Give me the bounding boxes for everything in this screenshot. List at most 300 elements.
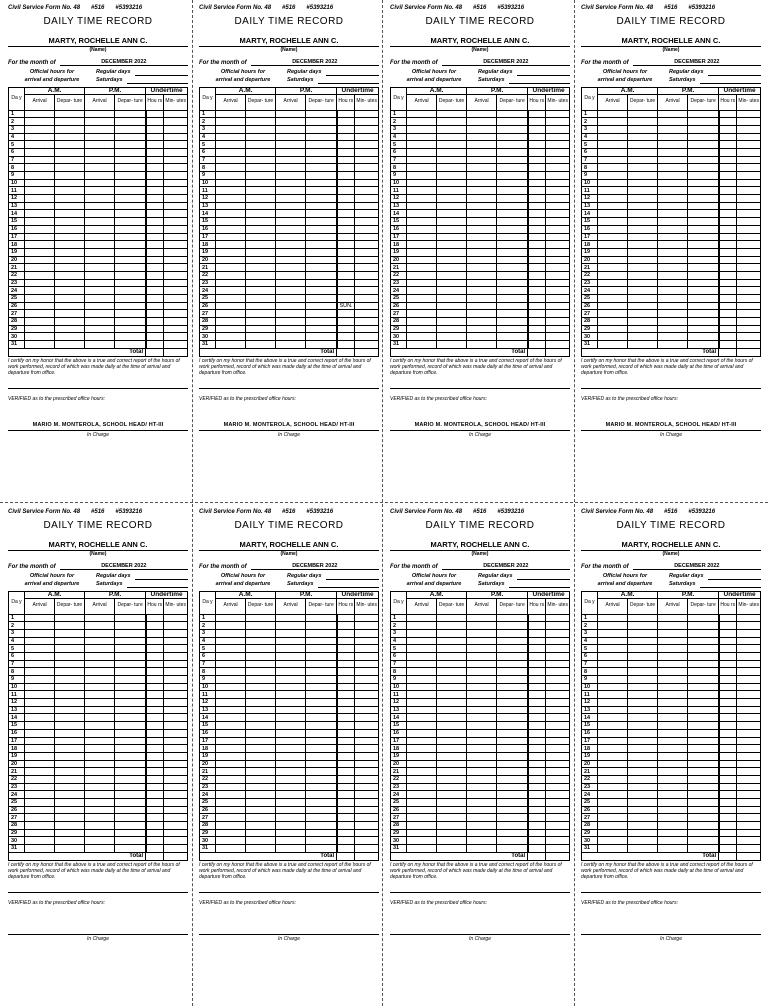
time-cell	[164, 845, 188, 853]
day-number: 5	[9, 645, 25, 653]
time-cell	[688, 714, 719, 722]
time-cell	[737, 637, 761, 645]
total-cell	[146, 852, 164, 860]
time-cell	[528, 333, 546, 341]
time-cell	[146, 225, 164, 233]
time-cell	[216, 729, 246, 737]
time-cell	[497, 302, 528, 310]
time-cell	[467, 822, 497, 830]
form-code: #516	[473, 5, 487, 11]
table-row	[9, 775, 188, 783]
table-row	[582, 118, 761, 126]
col-arrival: Arrival	[25, 598, 55, 614]
time-cell	[216, 637, 246, 645]
time-cell	[276, 676, 306, 684]
month-row	[8, 59, 188, 66]
day-number: 30	[9, 333, 25, 341]
time-cell	[55, 814, 85, 822]
time-cell	[688, 806, 719, 814]
time-cell	[598, 814, 628, 822]
time-cell	[658, 110, 688, 118]
time-cell	[546, 614, 570, 622]
time-cell	[216, 814, 246, 822]
time-cell	[115, 729, 146, 737]
time-cell	[719, 195, 737, 203]
time-cell	[719, 691, 737, 699]
day-number: 22	[200, 775, 216, 783]
time-cell	[658, 225, 688, 233]
time-cell	[658, 691, 688, 699]
time-cell	[658, 233, 688, 241]
time-cell	[546, 218, 570, 226]
form-header	[390, 5, 570, 11]
day-number: 29	[391, 325, 407, 333]
time-cell	[467, 164, 497, 172]
signature-line	[390, 934, 570, 935]
official-hours-label: Official hours for	[220, 573, 266, 579]
time-cell	[658, 187, 688, 195]
time-cell	[628, 737, 658, 745]
table-row	[9, 622, 188, 630]
table-row	[200, 822, 379, 830]
table-row	[9, 614, 188, 622]
time-cell	[216, 775, 246, 783]
time-cell	[164, 302, 188, 310]
time-cell	[164, 218, 188, 226]
dtr-card	[8, 508, 188, 1003]
time-cell	[719, 333, 737, 341]
time-cell	[737, 806, 761, 814]
time-cell	[737, 614, 761, 622]
time-cell	[25, 279, 55, 287]
time-cell	[55, 768, 85, 776]
time-cell	[337, 310, 355, 318]
col-departure: Depar- ture	[115, 94, 146, 110]
day-number: 19	[391, 248, 407, 256]
time-cell	[407, 668, 437, 676]
day-number: 19	[582, 248, 598, 256]
table-row	[200, 714, 379, 722]
time-cell	[598, 164, 628, 172]
total-cell	[737, 852, 761, 860]
time-cell	[688, 179, 719, 187]
time-cell	[407, 660, 437, 668]
time-cell	[276, 256, 306, 264]
time-cell	[55, 737, 85, 745]
time-cell	[467, 637, 497, 645]
table-row	[200, 118, 379, 126]
form-label: Civil Service Form No. 48	[390, 5, 463, 11]
time-cell	[407, 325, 437, 333]
time-cell	[25, 799, 55, 807]
time-cell	[115, 691, 146, 699]
table-row	[582, 845, 761, 853]
time-cell	[737, 118, 761, 126]
time-cell	[164, 645, 188, 653]
form-title: DAILY TIME RECORD	[425, 16, 535, 27]
day-number: 5	[391, 645, 407, 653]
col-arrival: Arrival	[85, 598, 115, 614]
time-cell	[85, 287, 115, 295]
time-cell	[407, 187, 437, 195]
signature-line	[581, 934, 761, 935]
time-cell	[337, 806, 355, 814]
cut-line	[382, 0, 383, 1006]
day-number: 17	[200, 737, 216, 745]
time-cell	[85, 676, 115, 684]
time-cell	[737, 179, 761, 187]
time-cell	[246, 118, 276, 126]
time-cell	[467, 341, 497, 349]
time-cell	[146, 295, 164, 303]
time-cell	[467, 691, 497, 699]
time-cell	[216, 310, 246, 318]
time-cell	[719, 287, 737, 295]
time-cell	[546, 745, 570, 753]
in-charge-label: In Charge	[87, 431, 109, 438]
time-cell	[276, 775, 306, 783]
time-cell	[658, 775, 688, 783]
time-cell	[688, 148, 719, 156]
time-cell	[719, 822, 737, 830]
in-charge-label: In Charge	[660, 935, 682, 942]
day-number: 9	[200, 676, 216, 684]
time-cell	[115, 652, 146, 660]
col-minutes: Min- utes	[164, 94, 188, 110]
month-label: For the month of	[8, 564, 56, 570]
time-cell	[164, 768, 188, 776]
time-cell	[628, 279, 658, 287]
table-row	[391, 279, 570, 287]
col-departure: Depar- ture	[688, 598, 719, 614]
time-cell	[246, 133, 276, 141]
time-cell	[437, 202, 467, 210]
time-cell	[688, 279, 719, 287]
day-number: 28	[9, 822, 25, 830]
day-number: 4	[391, 133, 407, 141]
time-cell	[407, 829, 437, 837]
time-cell	[164, 256, 188, 264]
table-row	[200, 218, 379, 226]
time-cell	[467, 729, 497, 737]
time-cell	[497, 622, 528, 630]
regular-days-label: Regular days	[96, 69, 131, 75]
form-header	[8, 5, 188, 11]
day-number: 9	[9, 676, 25, 684]
time-cell	[355, 164, 379, 172]
time-cell	[737, 722, 761, 730]
time-cell	[276, 722, 306, 730]
time-cell	[355, 806, 379, 814]
time-cell	[719, 264, 737, 272]
day-number: 1	[200, 110, 216, 118]
time-cell	[276, 729, 306, 737]
time-cell	[407, 768, 437, 776]
time-cell	[467, 125, 497, 133]
time-cell	[737, 148, 761, 156]
table-row	[391, 318, 570, 326]
day-number: 22	[9, 271, 25, 279]
day-number: 7	[391, 156, 407, 164]
time-cell	[85, 814, 115, 822]
time-cell	[306, 110, 337, 118]
certify-text: I certify on my honor that the above is a true and correct report of the hours of work performed, record of which was made daily at the time of arrival and departure from office.	[581, 861, 753, 880]
time-cell	[85, 806, 115, 814]
table-row	[200, 195, 379, 203]
time-cell	[164, 225, 188, 233]
time-cell	[25, 806, 55, 814]
time-cell	[658, 729, 688, 737]
time-cell	[497, 637, 528, 645]
dtr-card	[390, 508, 570, 1003]
time-cell	[546, 133, 570, 141]
time-cell	[437, 318, 467, 326]
time-cell	[164, 699, 188, 707]
time-cell	[164, 799, 188, 807]
col-arrival: Arrival	[407, 94, 437, 110]
day-number: 31	[582, 341, 598, 349]
form-code: #5393216	[688, 5, 716, 11]
time-cell	[85, 133, 115, 141]
time-cell	[164, 791, 188, 799]
time-cell	[25, 768, 55, 776]
time-cell	[437, 248, 467, 256]
time-cell	[25, 310, 55, 318]
table-row	[391, 218, 570, 226]
time-cell	[497, 295, 528, 303]
time-cell	[276, 737, 306, 745]
time-cell	[25, 660, 55, 668]
table-row	[391, 310, 570, 318]
time-cell	[246, 279, 276, 287]
time-cell	[146, 822, 164, 830]
day-number: 18	[200, 745, 216, 753]
time-cell	[25, 141, 55, 149]
time-cell	[216, 333, 246, 341]
table-row	[582, 699, 761, 707]
time-cell	[246, 233, 276, 241]
time-cell	[658, 202, 688, 210]
time-cell	[355, 133, 379, 141]
time-cell	[719, 645, 737, 653]
day-number: 22	[582, 271, 598, 279]
time-cell	[598, 622, 628, 630]
time-cell	[146, 218, 164, 226]
time-cell	[407, 341, 437, 349]
time-cell	[546, 233, 570, 241]
time-cell	[306, 629, 337, 637]
time-cell	[246, 691, 276, 699]
time-cell	[216, 264, 246, 272]
time-cell	[276, 110, 306, 118]
day-number: 30	[391, 333, 407, 341]
time-cell	[306, 156, 337, 164]
saturdays-label: Saturdays	[478, 581, 505, 587]
col-undertime: Undertime	[337, 88, 379, 95]
time-cell	[55, 295, 85, 303]
time-cell	[25, 179, 55, 187]
day-number: 8	[582, 164, 598, 172]
col-undertime: Undertime	[146, 592, 188, 599]
time-cell	[216, 210, 246, 218]
time-cell	[146, 125, 164, 133]
time-cell	[337, 837, 355, 845]
time-cell	[437, 279, 467, 287]
col-departure: Depar- ture	[306, 598, 337, 614]
table-row	[391, 248, 570, 256]
col-departure: Depar- ture	[688, 94, 719, 110]
time-cell	[216, 279, 246, 287]
time-cell	[407, 218, 437, 226]
time-cell	[688, 722, 719, 730]
table-row	[9, 141, 188, 149]
time-cell	[115, 210, 146, 218]
month-row	[581, 59, 761, 66]
time-cell	[306, 225, 337, 233]
time-cell	[546, 210, 570, 218]
time-cell	[306, 256, 337, 264]
time-cell	[658, 241, 688, 249]
time-cell	[407, 676, 437, 684]
time-cell	[407, 310, 437, 318]
time-cell	[737, 745, 761, 753]
day-number: 10	[582, 179, 598, 187]
official-name: MARIO M. MONTEROLA, SCHOOL HEAD/ HT-III	[223, 421, 355, 428]
table-row	[582, 302, 761, 310]
table-row	[582, 729, 761, 737]
time-cell	[306, 318, 337, 326]
day-number: 4	[200, 133, 216, 141]
time-cell	[246, 722, 276, 730]
time-cell	[407, 295, 437, 303]
time-cell	[546, 752, 570, 760]
time-cell	[598, 683, 628, 691]
time-cell	[407, 814, 437, 822]
day-number: 8	[200, 668, 216, 676]
time-cell	[146, 837, 164, 845]
table-row	[200, 637, 379, 645]
time-cell	[55, 287, 85, 295]
table-row	[200, 279, 379, 287]
time-cell	[737, 676, 761, 684]
col-pm: P.M.	[85, 88, 146, 95]
time-cell	[497, 714, 528, 722]
official-hours	[581, 68, 761, 84]
time-cell	[737, 814, 761, 822]
time-cell	[467, 745, 497, 753]
time-cell	[146, 302, 164, 310]
time-record-table	[390, 591, 570, 861]
form-code: #516	[664, 509, 678, 515]
col-am: A.M.	[25, 592, 85, 599]
time-cell	[737, 706, 761, 714]
time-cell	[25, 637, 55, 645]
table-row	[582, 256, 761, 264]
time-cell	[55, 691, 85, 699]
time-cell	[528, 814, 546, 822]
time-cell	[628, 172, 658, 180]
in-charge-label: In Charge	[278, 431, 300, 438]
time-cell	[85, 310, 115, 318]
time-cell	[337, 814, 355, 822]
time-cell	[216, 195, 246, 203]
time-cell	[355, 683, 379, 691]
time-cell	[598, 110, 628, 118]
table-row	[582, 279, 761, 287]
time-cell	[598, 699, 628, 707]
table-row	[200, 845, 379, 853]
total-row	[9, 852, 188, 860]
time-cell	[628, 233, 658, 241]
time-cell	[55, 622, 85, 630]
time-cell	[688, 822, 719, 830]
time-cell	[737, 271, 761, 279]
time-cell	[246, 318, 276, 326]
time-cell	[437, 845, 467, 853]
time-cell	[276, 264, 306, 272]
time-cell	[546, 637, 570, 645]
time-cell	[306, 271, 337, 279]
time-cell	[216, 837, 246, 845]
time-cell	[437, 652, 467, 660]
table-row	[391, 737, 570, 745]
day-number: 10	[582, 683, 598, 691]
time-cell	[306, 814, 337, 822]
time-cell	[146, 752, 164, 760]
time-cell	[25, 783, 55, 791]
time-cell	[407, 271, 437, 279]
time-cell	[719, 629, 737, 637]
day-number: 10	[200, 683, 216, 691]
day-number: 16	[9, 729, 25, 737]
name-caption: (Name)	[662, 551, 680, 557]
time-cell	[55, 683, 85, 691]
time-cell	[246, 148, 276, 156]
time-cell	[306, 333, 337, 341]
time-cell	[658, 125, 688, 133]
time-cell	[276, 318, 306, 326]
time-cell	[276, 768, 306, 776]
time-cell	[146, 683, 164, 691]
time-cell	[115, 295, 146, 303]
table-row	[9, 714, 188, 722]
signature-line	[581, 880, 761, 893]
time-cell	[85, 822, 115, 830]
time-cell	[164, 156, 188, 164]
time-cell	[628, 256, 658, 264]
time-cell	[164, 325, 188, 333]
time-cell	[164, 118, 188, 126]
col-arrival: Arrival	[658, 94, 688, 110]
day-number: 21	[582, 768, 598, 776]
time-cell	[407, 806, 437, 814]
time-cell	[276, 814, 306, 822]
day-number: 14	[9, 714, 25, 722]
time-cell	[528, 622, 546, 630]
time-cell	[688, 614, 719, 622]
regular-days-label: Regular days	[669, 69, 704, 75]
time-cell	[497, 125, 528, 133]
time-cell	[658, 768, 688, 776]
time-cell	[598, 302, 628, 310]
day-number: 6	[9, 652, 25, 660]
day-number: 12	[9, 195, 25, 203]
time-cell	[246, 172, 276, 180]
table-row	[200, 775, 379, 783]
time-cell	[85, 110, 115, 118]
time-cell	[598, 806, 628, 814]
time-cell	[276, 691, 306, 699]
